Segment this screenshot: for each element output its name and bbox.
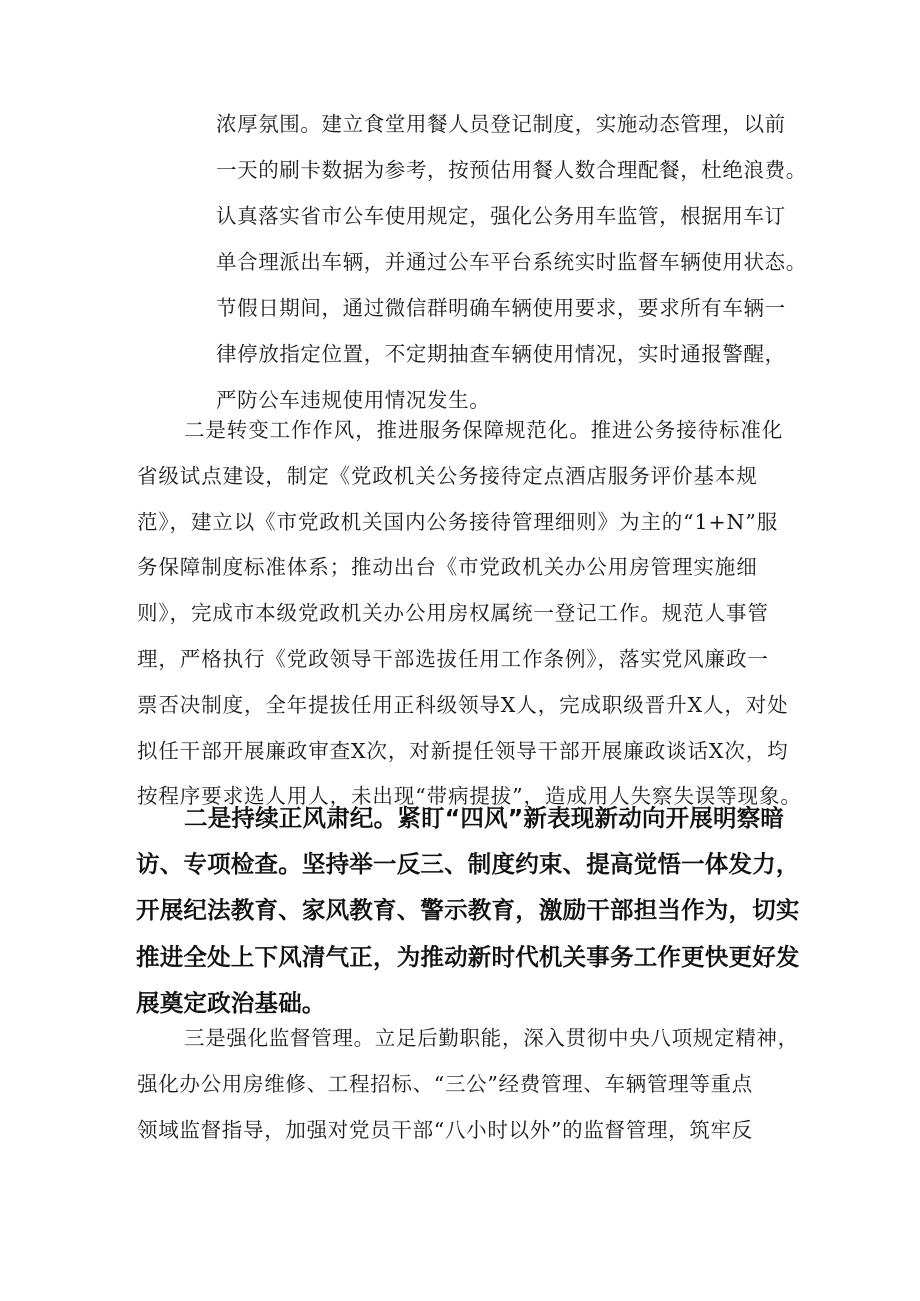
paragraph-dining-and-vehicle-management (216, 106, 816, 428)
text-line: 访、专项检查。坚持举一反三、制度约束、提高觉悟一体发力， (136, 850, 800, 879)
text-line: 拟任干部开展廉政审查X次，对新提任领导干部开展廉政谈话X次，均 (137, 738, 789, 763)
text-line: 票否决制度，全年提拔任用正科级领导X人，完成职级晋升X人，对处 (137, 692, 789, 717)
text-line: 开展纪法教育、家风教育、警示教育，激励干部担当作为，切实 (136, 896, 800, 925)
text-line: 一天的刷卡数据为参考，按预估用餐人数合理配餐，杜绝浪费。 (216, 158, 807, 182)
text-line: 律停放指定位置，不定期抽查车辆使用情况，实时通报警醒， (216, 342, 786, 366)
text-line: 务保障制度标准体系；推动出台《市党政机关办公用房管理实施细 (137, 555, 758, 580)
text-line: 浓厚氛围。建立食堂用餐人员登记制度，实施动态管理，以前 (216, 112, 786, 136)
text-line: 则》，完成市本级党政机关办公用房权属统一登记工作。规范人事管 (137, 601, 769, 626)
text-line: 二是转变工作作风，推进服务保障规范化。推进公务接待标准化 (184, 418, 784, 442)
text-line: 理，严格执行《党政领导干部选拔任用工作条例》，落实党风廉政一 (137, 646, 769, 671)
text-line: 领域监督指导，加强对党员干部“八小时以外”的监督管理，筑牢反 (137, 1118, 753, 1142)
paragraph-supervision-management (137, 1020, 817, 1158)
text-line: 按程序要求选人用人，未出现“带病提拔”，造成用人失察失误等现象。 (137, 784, 802, 809)
text-line: 三是强化监督管理。立足后勤职能，深入贯彻中央八项规定精神， (184, 1026, 799, 1050)
text-line: 严防公车违规使用情况发生。 (216, 388, 491, 412)
text-line: 推进全处上下风清气正，为推动新时代机关事务工作更快更好发 (136, 942, 800, 971)
paragraph-work-style-service-standardization (137, 412, 817, 824)
text-line: 二是持续正风肃纪。紧盯“四风”新表现新动向开展明察暗 (184, 804, 785, 832)
text-line: 强化办公用房维修、工程招标、“三公”经费管理、车辆管理等重点 (137, 1072, 753, 1096)
text-line: 认真落实省市公车使用规定，强化公务用车监管，根据用车订 (216, 204, 786, 228)
text-line: 范》，建立以《市党政机关国内公务接待管理细则》为主的“1+N”服 (137, 509, 779, 534)
text-line: 展奠定政治基础。 (136, 988, 326, 1017)
text-line: 单合理派出车辆，并通过公车平台系统实时监督车辆使用状态。 (216, 250, 807, 274)
text-line: 节假日期间，通过微信群明确车辆使用要求，要求所有车辆一 (216, 296, 786, 320)
text-line: 省级试点建设，制定《党政机关公务接待定点酒店服务评价基本规 (137, 463, 758, 488)
paragraph-discipline-rectification (136, 800, 816, 1031)
